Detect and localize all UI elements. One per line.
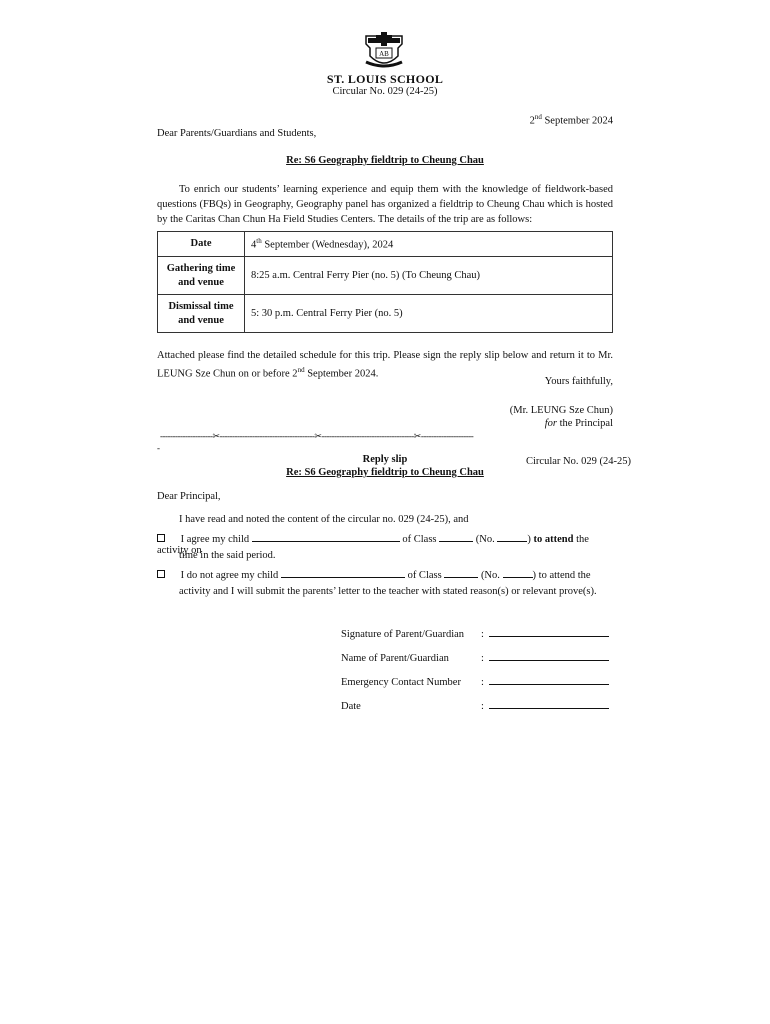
disagree-number-blank[interactable]: [503, 568, 533, 578]
letter-date: 2nd September 2024: [529, 113, 613, 127]
reply-circular-number: Circular No. 029 (24-25): [526, 456, 631, 467]
name-field[interactable]: [489, 651, 609, 661]
gathering-key: Gathering time and venue: [158, 257, 245, 295]
intro-paragraph: To enrich our students’ learning experience and equip them with the knowledge of fieldwork-based questions (FBQs) in Geography, Geography panel has organized a fieldtrip to Cheung Chau which is hosted by the Caritas Chan Chun Ha Field Studies Centers. The details of the trip are as follows:: [157, 184, 613, 225]
agree-child-name-blank[interactable]: [252, 532, 400, 542]
disagree-class-blank[interactable]: [444, 568, 478, 578]
dismissal-key: Dismissal time and venue: [158, 295, 245, 333]
cut-line-dash: -: [157, 443, 160, 453]
agree-checkbox[interactable]: [157, 534, 165, 542]
date-row: Date :: [341, 699, 641, 712]
dismissal-value: 5: 30 p.m. Central Ferry Pier (no. 5): [245, 295, 613, 333]
school-crest-logo: [362, 30, 406, 70]
svg-text:AB: AB: [379, 50, 389, 58]
signer-name: (Mr. LEUNG Sze Chun): [509, 405, 613, 416]
date-key: Date: [158, 232, 245, 257]
school-name: ST. LOUIS SCHOOL: [326, 72, 444, 86]
agree-option-cont: time in the said period.: [179, 550, 276, 561]
reply-intro: I have read and noted the content of the circular no. 029 (24-25), and: [179, 514, 469, 525]
signer-role: for the Principal: [544, 418, 613, 429]
closing: Yours faithfully,: [544, 376, 613, 387]
signature-field[interactable]: [489, 627, 609, 637]
name-row: Name of Parent/Guardian :: [341, 651, 641, 664]
emergency-contact-field[interactable]: [489, 675, 609, 685]
signature-row: Signature of Parent/Guardian :: [341, 627, 641, 640]
disagree-checkbox[interactable]: [157, 570, 165, 578]
emergency-contact-row: Emergency Contact Number :: [341, 675, 641, 688]
letter-subject: Re: S6 Geography fieldtrip to Cheung Chau: [286, 155, 484, 166]
agree-number-blank[interactable]: [497, 532, 527, 542]
salutation: Dear Parents/Guardians and Students,: [157, 128, 317, 139]
trip-details-table: [157, 231, 613, 333]
date-value: 4th September (Wednesday), 2024: [245, 232, 613, 257]
reply-salutation: Dear Principal,: [157, 491, 221, 502]
reply-slip-title: Reply slip: [362, 454, 408, 465]
attached-note: Attached please find the detailed schedule for this trip. Please sign the reply slip below and return it to Mr. LEUNG Sze Chun on or before 2nd September 2024.: [157, 350, 613, 380]
circular-number: Circular No. 029 (24-25): [332, 86, 438, 97]
agree-class-blank[interactable]: [439, 532, 473, 542]
disagree-option: I do not agree my child of Class (No. ) to attend the: [157, 568, 613, 581]
agree-option: I agree my child of Class (No. ) to attend the activity on: [157, 534, 589, 556]
disagree-option-cont: activity and I will submit the parents’ letter to the teacher with stated reason(s) or relevant prove(s).: [179, 586, 597, 597]
date-field[interactable]: [489, 699, 609, 709]
reply-subject: Re: S6 Geography fieldtrip to Cheung Chau: [286, 467, 484, 478]
disagree-child-name-blank[interactable]: [281, 568, 405, 578]
signer-block: [510, 404, 613, 430]
cut-line: ---------------------✂--------------------------------------✂-------------------------------------✂---------------------: [160, 431, 474, 441]
gathering-value: 8:25 a.m. Central Ferry Pier (no. 5) (To Cheung Chau): [245, 257, 613, 295]
